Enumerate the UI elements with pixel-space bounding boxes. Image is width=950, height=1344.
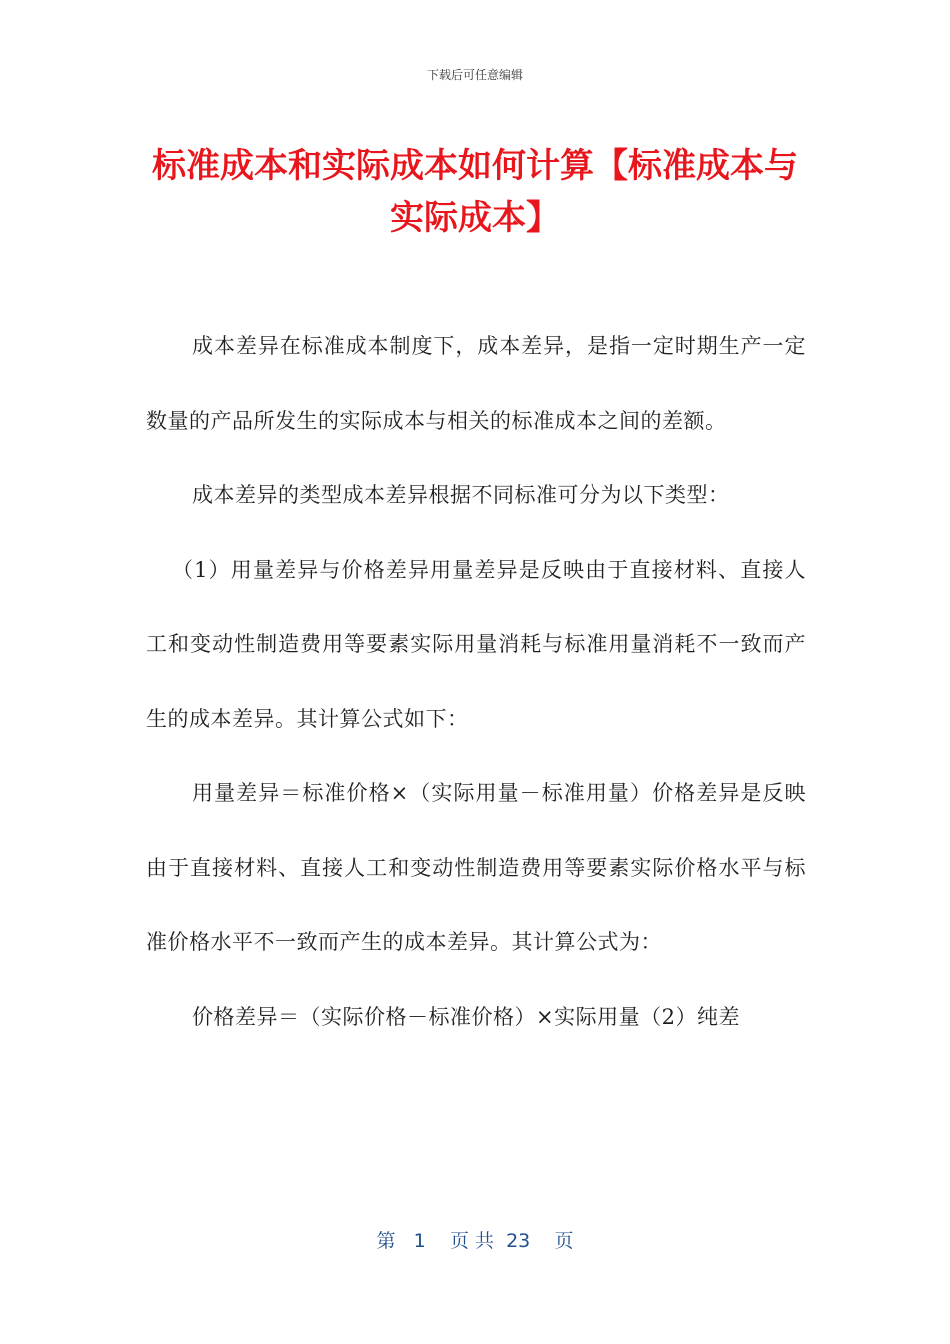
footer-suffix: 页	[554, 1230, 574, 1252]
paragraph-1: 成本差异在标准成本制度下，成本差异，是指一定时期生产一定数量的产品所发生的实际成本与相关的标准成本之间的差额。	[146, 334, 806, 433]
document-title: 标准成本和实际成本如何计算【标准成本与实际成本】	[152, 146, 798, 238]
page-footer	[0, 1226, 950, 1253]
footer-page-total: 23	[506, 1230, 531, 1252]
footer-middle: 页 共	[449, 1230, 494, 1252]
paragraph-2: 成本差异的类型成本差异根据不同标准可分为以下类型：	[192, 483, 730, 507]
footer-prefix: 第	[376, 1230, 396, 1252]
paragraph-4: 用量差异＝标准价格×（实际用量－标准用量）价格差异是反映由于直接材料、直接人工和变动性制造费用等要素实际价格水平与标准价格水平不一致而产生的成本差异。其计算公式为：	[146, 781, 806, 954]
footer-page-number: 1	[413, 1230, 426, 1252]
header-note: 下载后可任意编辑	[426, 68, 523, 82]
document-body	[146, 309, 806, 1054]
paragraph-5: 价格差异＝（实际价格－标准价格）×实际用量（2）纯差	[192, 1004, 740, 1029]
paragraph-3: （1）用量差异与价格差异用量差异是反映由于直接材料、直接人工和变动性制造费用等要素实际用量消耗与标准用量消耗不一致而产生的成本差异。其计算公式如下：	[146, 557, 806, 731]
